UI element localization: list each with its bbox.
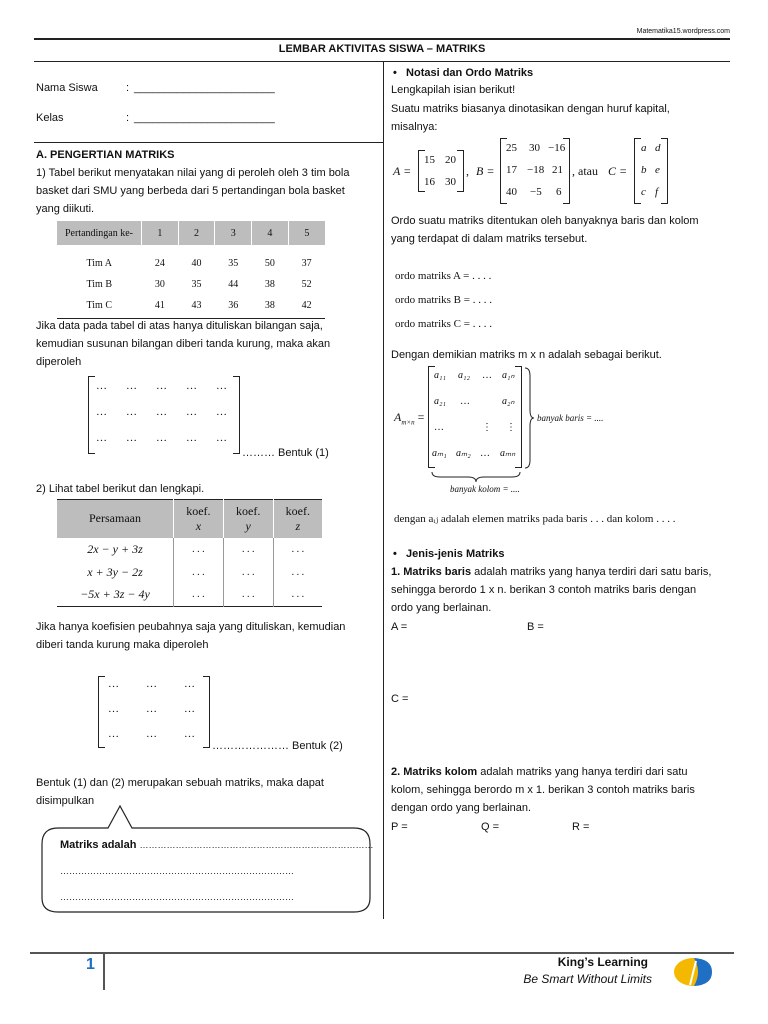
- matrix-cell: …: [96, 406, 107, 418]
- table-cell: Tim C: [86, 300, 112, 311]
- matrix-cell: …: [108, 703, 119, 715]
- table-cell: 35: [191, 279, 202, 290]
- p1-line: 1) Tabel berikut menyatakan nilai yang di peroleh oleh 3 tim bola: [36, 167, 350, 179]
- matrix-cell: …: [156, 432, 167, 444]
- p2-line: kemudian susunan bilangan diberi tanda kurung, maka akan: [36, 338, 331, 350]
- table-cell: Tim B: [86, 279, 112, 290]
- table-cell: 52: [301, 279, 312, 290]
- form1-label: ……… Bentuk (1): [242, 447, 329, 459]
- matrix-cell: 21: [552, 164, 563, 176]
- coef-blank[interactable]: . . .: [174, 561, 224, 584]
- matrix-cell: …: [156, 406, 167, 418]
- coef-header-cell: [273, 500, 322, 538]
- instruction: Lengkapilah isian berikut!: [391, 84, 516, 96]
- coef-header-word: koef.: [236, 503, 261, 518]
- matrix-cell: …: [108, 728, 119, 740]
- general-matrix-name: [394, 410, 424, 426]
- matrix-a: [418, 150, 464, 192]
- equation-cell: x + 3y − 2z: [57, 561, 174, 584]
- score-header-cell: 2: [178, 221, 215, 245]
- cols-brace: [430, 470, 522, 484]
- example-a-label[interactable]: A =: [391, 621, 408, 633]
- column-divider: [383, 62, 384, 919]
- matrix-cell: f: [655, 186, 659, 198]
- table-cell: 35: [228, 258, 239, 269]
- p2-line: diperoleh: [36, 356, 82, 368]
- coef-blank[interactable]: . . .: [174, 538, 224, 561]
- brand-name: King’s Learning: [557, 955, 648, 969]
- col-matrix-term: 2. Matriks kolom: [391, 766, 478, 778]
- row-matrix-desc: adalah matriks yang hanya terdiri dari satu baris,: [471, 566, 712, 578]
- matrix-cell: 6: [556, 186, 562, 198]
- matrix-cell: …: [482, 370, 492, 381]
- table-cell: 41: [154, 300, 165, 311]
- footer-rule: [30, 952, 734, 954]
- matrix-cell: −16: [548, 142, 566, 154]
- footer-divider: [103, 954, 105, 990]
- matrix-cell: …: [126, 432, 137, 444]
- equation-cell: −5x + 3z − 4y: [57, 584, 174, 607]
- coef-blank[interactable]: . . .: [223, 584, 273, 607]
- score-header-cell: Pertandingan ke-: [57, 221, 142, 245]
- matrix-cell: …: [146, 678, 157, 690]
- score-table-header: [57, 221, 325, 245]
- matrix-cell: aₘ₁: [432, 448, 447, 459]
- p4-line: diberi tanda kurung maka diperoleh: [36, 639, 209, 651]
- coef-blank[interactable]: . . .: [223, 561, 273, 584]
- equation-cell: 2x − y + 3z: [57, 538, 174, 561]
- matrix-c: [634, 138, 668, 204]
- matrix-cell: ⋮: [506, 422, 516, 433]
- matrix-cell: b: [641, 164, 647, 176]
- name-blank[interactable]: _______________________: [134, 82, 275, 94]
- bullet-icon: •: [393, 67, 407, 79]
- table-row: [57, 274, 325, 295]
- coef-blank[interactable]: . . .: [223, 538, 273, 561]
- matrix-cell: 30: [529, 142, 540, 154]
- table-row: [57, 584, 322, 607]
- ordo-item[interactable]: ordo matriks B = . . . .: [395, 294, 492, 306]
- p1-line: basket dari SMU yang berbeda dari 5 pertandingan bola basket: [36, 185, 345, 197]
- page-number: 1: [86, 956, 95, 973]
- table-cell: 42: [301, 300, 312, 311]
- matrix-c-name: C =: [608, 164, 628, 178]
- element-text: dengan aᵢⱼ adalah elemen matriks pada baris . . . dan kolom . . . .: [394, 513, 676, 525]
- matrix-cell: …: [96, 432, 107, 444]
- matrix-cell: …: [460, 396, 470, 407]
- example-q-label[interactable]: Q =: [481, 821, 500, 833]
- brand-slogan: Be Smart Without Limits: [523, 972, 652, 986]
- score-header-cell: 4: [252, 221, 289, 245]
- example-r-label[interactable]: R =: [572, 821, 590, 833]
- score-header-cell: 1: [142, 221, 179, 245]
- site-url: Matematika15.wordpress.com: [636, 28, 730, 35]
- definition-blank[interactable]: ……………………………………………………………………: [60, 866, 294, 876]
- matrix-cell: …: [126, 406, 137, 418]
- table-cell: 30: [154, 279, 165, 290]
- matrix-cell: …: [216, 406, 227, 418]
- p1: [36, 164, 374, 218]
- matrix-cell: …: [156, 380, 167, 392]
- p1-line: yang diikuti.: [36, 203, 95, 215]
- table-row: [57, 561, 322, 584]
- matrix-cell: …: [186, 380, 197, 392]
- title-rule: [34, 61, 730, 62]
- types-heading: [393, 545, 504, 563]
- col-matrix-desc: adalah matriks yang hanya terdiri dari satu: [477, 766, 688, 778]
- p3: 2) Lihat tabel berikut dan lengkapi.: [36, 483, 205, 495]
- matrix-cell: 15: [424, 154, 435, 166]
- top-rule: [34, 38, 730, 40]
- matrix-cell: 30: [445, 176, 456, 188]
- form1-matrix[interactable]: [88, 376, 240, 454]
- matrix-separator: ,: [466, 164, 469, 178]
- ordo-line: yang terdapat di dalam matriks tersebut.: [391, 233, 588, 245]
- table-cell: Tim A: [86, 258, 112, 269]
- rows-brace: [523, 366, 535, 470]
- matrix-cell: …: [108, 678, 119, 690]
- p5-line: disimpulkan: [36, 795, 95, 807]
- atau-text: , atau: [572, 164, 598, 178]
- table-cell: 40: [191, 258, 202, 269]
- table-cell: 37: [301, 258, 312, 269]
- matrix-cell: d: [655, 142, 661, 154]
- ordo-list: [395, 264, 492, 336]
- col-matrix-text-2: [391, 781, 695, 817]
- cols-label: banyak kolom = ....: [450, 484, 520, 494]
- coef-blank[interactable]: . . .: [291, 566, 305, 578]
- table-cell: 24: [154, 258, 165, 269]
- coef-header-cell: [223, 500, 273, 538]
- coef-header-cell: Persamaan: [57, 500, 174, 538]
- class-blank[interactable]: _______________________: [134, 112, 275, 124]
- matrix-cell: …: [126, 380, 137, 392]
- rows-label: banyak baris = ....: [537, 413, 604, 423]
- coef-table-header: [57, 500, 322, 538]
- equals-sign: =: [417, 410, 425, 424]
- form2-label: ………………… Bentuk (2): [212, 740, 343, 752]
- matrix-cell: …: [146, 703, 157, 715]
- class-colon: :: [126, 112, 130, 124]
- col-matrix-text: [391, 763, 688, 781]
- ordo-item[interactable]: ordo matriks C = . . . .: [395, 318, 492, 330]
- page-title: LEMBAR AKTIVITAS SISWA – MATRIKS: [278, 43, 486, 55]
- matrix-cell: −18: [527, 164, 545, 176]
- general-name: A: [394, 410, 402, 424]
- class-label: Kelas: [36, 112, 64, 124]
- ordo-line: Ordo suatu matriks ditentukan oleh banyaknya baris dan kolom: [391, 215, 699, 227]
- p4-line: Jika hanya koefisien peubahnya saja yang dituliskan, kemudian: [36, 621, 346, 633]
- matrix-cell: a₁₁: [434, 370, 446, 381]
- definition-label: Matriks adalah: [60, 839, 137, 851]
- matrix-cell: e: [655, 164, 660, 176]
- score-header-cell: 5: [304, 227, 310, 239]
- matrix-cell: aₘₙ: [500, 448, 516, 459]
- notation-heading: [393, 64, 533, 82]
- form2-matrix[interactable]: [98, 676, 210, 748]
- table-cell: 43: [191, 300, 202, 311]
- matrix-cell: …: [186, 432, 197, 444]
- matrix-cell: …: [146, 728, 157, 740]
- ordo-text: [391, 212, 699, 248]
- matrix-cell: 40: [506, 186, 517, 198]
- coef-header-var: z: [295, 518, 301, 533]
- matrix-cell: 17: [506, 164, 517, 176]
- coef-table: [57, 499, 322, 607]
- matrix-cell: c: [641, 186, 646, 198]
- matrix-cell: …: [184, 703, 195, 715]
- row-matrix-line: ordo yang berlainan.: [391, 602, 492, 614]
- table-cell: 38: [264, 300, 275, 311]
- coef-blank[interactable]: . . .: [291, 543, 305, 555]
- col-matrix-line: dengan ordo yang berlainan.: [391, 802, 532, 814]
- section-a-heading: A. PENGERTIAN MATRIKS: [36, 149, 175, 161]
- matrix-cell: a₂ₙ: [502, 396, 515, 407]
- row-matrix-line: sehingga berordo 1 x n. berikan 3 contoh matriks baris dengan: [391, 584, 697, 596]
- name-label: Nama Siswa: [36, 82, 98, 94]
- notation-line: Suatu matriks biasanya dinotasikan dengan huruf kapital,: [391, 103, 670, 115]
- coef-header-word: koef.: [186, 503, 211, 518]
- table-cell: 44: [228, 279, 239, 290]
- matrix-cell: 20: [445, 154, 456, 166]
- table-cell: 36: [228, 300, 239, 311]
- matrix-cell: …: [480, 448, 490, 459]
- definition-blank[interactable]: ……………………………………………………………………: [60, 892, 294, 902]
- general-matrix: [428, 366, 522, 468]
- notation-text: [391, 100, 670, 136]
- matrix-cell: …: [186, 406, 197, 418]
- example-p-label[interactable]: P =: [391, 821, 408, 833]
- mxn-text: Dengan demikian matriks m x n adalah sebagai berikut.: [391, 349, 662, 361]
- row-matrix-text-2: [391, 581, 696, 617]
- coef-header-cell: [174, 500, 224, 538]
- matrix-cell: a: [641, 142, 647, 154]
- p2-line: Jika data pada tabel di atas hanya dituliskan bilangan saja,: [36, 320, 323, 332]
- example-b-label[interactable]: B =: [527, 621, 544, 633]
- matrix-cell: …: [434, 422, 444, 433]
- matrix-cell: ⋮: [482, 422, 492, 433]
- matrix-cell: aₘ₂: [456, 448, 471, 459]
- bullet-icon: •: [393, 548, 407, 560]
- table-row: [57, 253, 325, 274]
- name-colon: :: [126, 82, 130, 94]
- coef-blank[interactable]: . . .: [291, 589, 305, 601]
- ordo-item[interactable]: ordo matriks A = . . . .: [395, 270, 492, 282]
- matrix-cell: …: [216, 380, 227, 392]
- row-matrix-term: 1. Matriks baris: [391, 566, 472, 578]
- types-heading-text: Jenis-jenis Matriks: [406, 548, 505, 560]
- matrix-cell: …: [96, 380, 107, 392]
- matrix-cell: a₁₂: [458, 370, 470, 381]
- p2: [36, 317, 374, 371]
- table-cell: 50: [264, 258, 275, 269]
- definition-blank[interactable]: ……………………………………………………………………: [139, 840, 374, 850]
- notation-heading-text: Notasi dan Ordo Matriks: [406, 67, 534, 79]
- score-table: [57, 221, 325, 319]
- matrix-cell: a₁ₙ: [502, 370, 515, 381]
- coef-header-var: x: [195, 518, 202, 533]
- matrix-cell: 16: [424, 176, 435, 188]
- table-row: [57, 295, 325, 316]
- col-matrix-line: kolom, sehingga berordo m x 1. berikan 3 contoh matriks baris: [391, 784, 695, 796]
- matrix-b: [500, 138, 570, 204]
- table-cell: 38: [264, 279, 275, 290]
- matrix-cell: …: [184, 728, 195, 740]
- example-c-label[interactable]: C =: [391, 693, 409, 705]
- table-row: [57, 538, 322, 561]
- coef-header-var: y: [245, 518, 251, 533]
- matrix-cell: −5: [530, 186, 542, 198]
- row-matrix-text: [391, 563, 711, 581]
- matrix-cell: a₂₁: [434, 396, 446, 407]
- matrix-cell: 25: [506, 142, 517, 154]
- matrix-cell: …: [216, 432, 227, 444]
- matrix-a-name: A =: [393, 164, 412, 178]
- definition-line[interactable]: [60, 836, 374, 854]
- section-rule: [34, 142, 383, 143]
- notation-line: misalnya:: [391, 121, 438, 133]
- coef-header-word: koef.: [285, 503, 310, 518]
- p5-line: Bentuk (1) dan (2) merupakan sebuah matriks, maka dapat: [36, 777, 324, 789]
- score-header-cell: 3: [215, 221, 252, 245]
- kings-learning-logo-icon: [672, 955, 714, 989]
- coef-blank[interactable]: . . .: [174, 584, 224, 607]
- matrix-b-name: B =: [476, 164, 495, 178]
- general-sub: m×n: [401, 418, 415, 427]
- matrix-cell: …: [184, 678, 195, 690]
- p4: [36, 618, 374, 654]
